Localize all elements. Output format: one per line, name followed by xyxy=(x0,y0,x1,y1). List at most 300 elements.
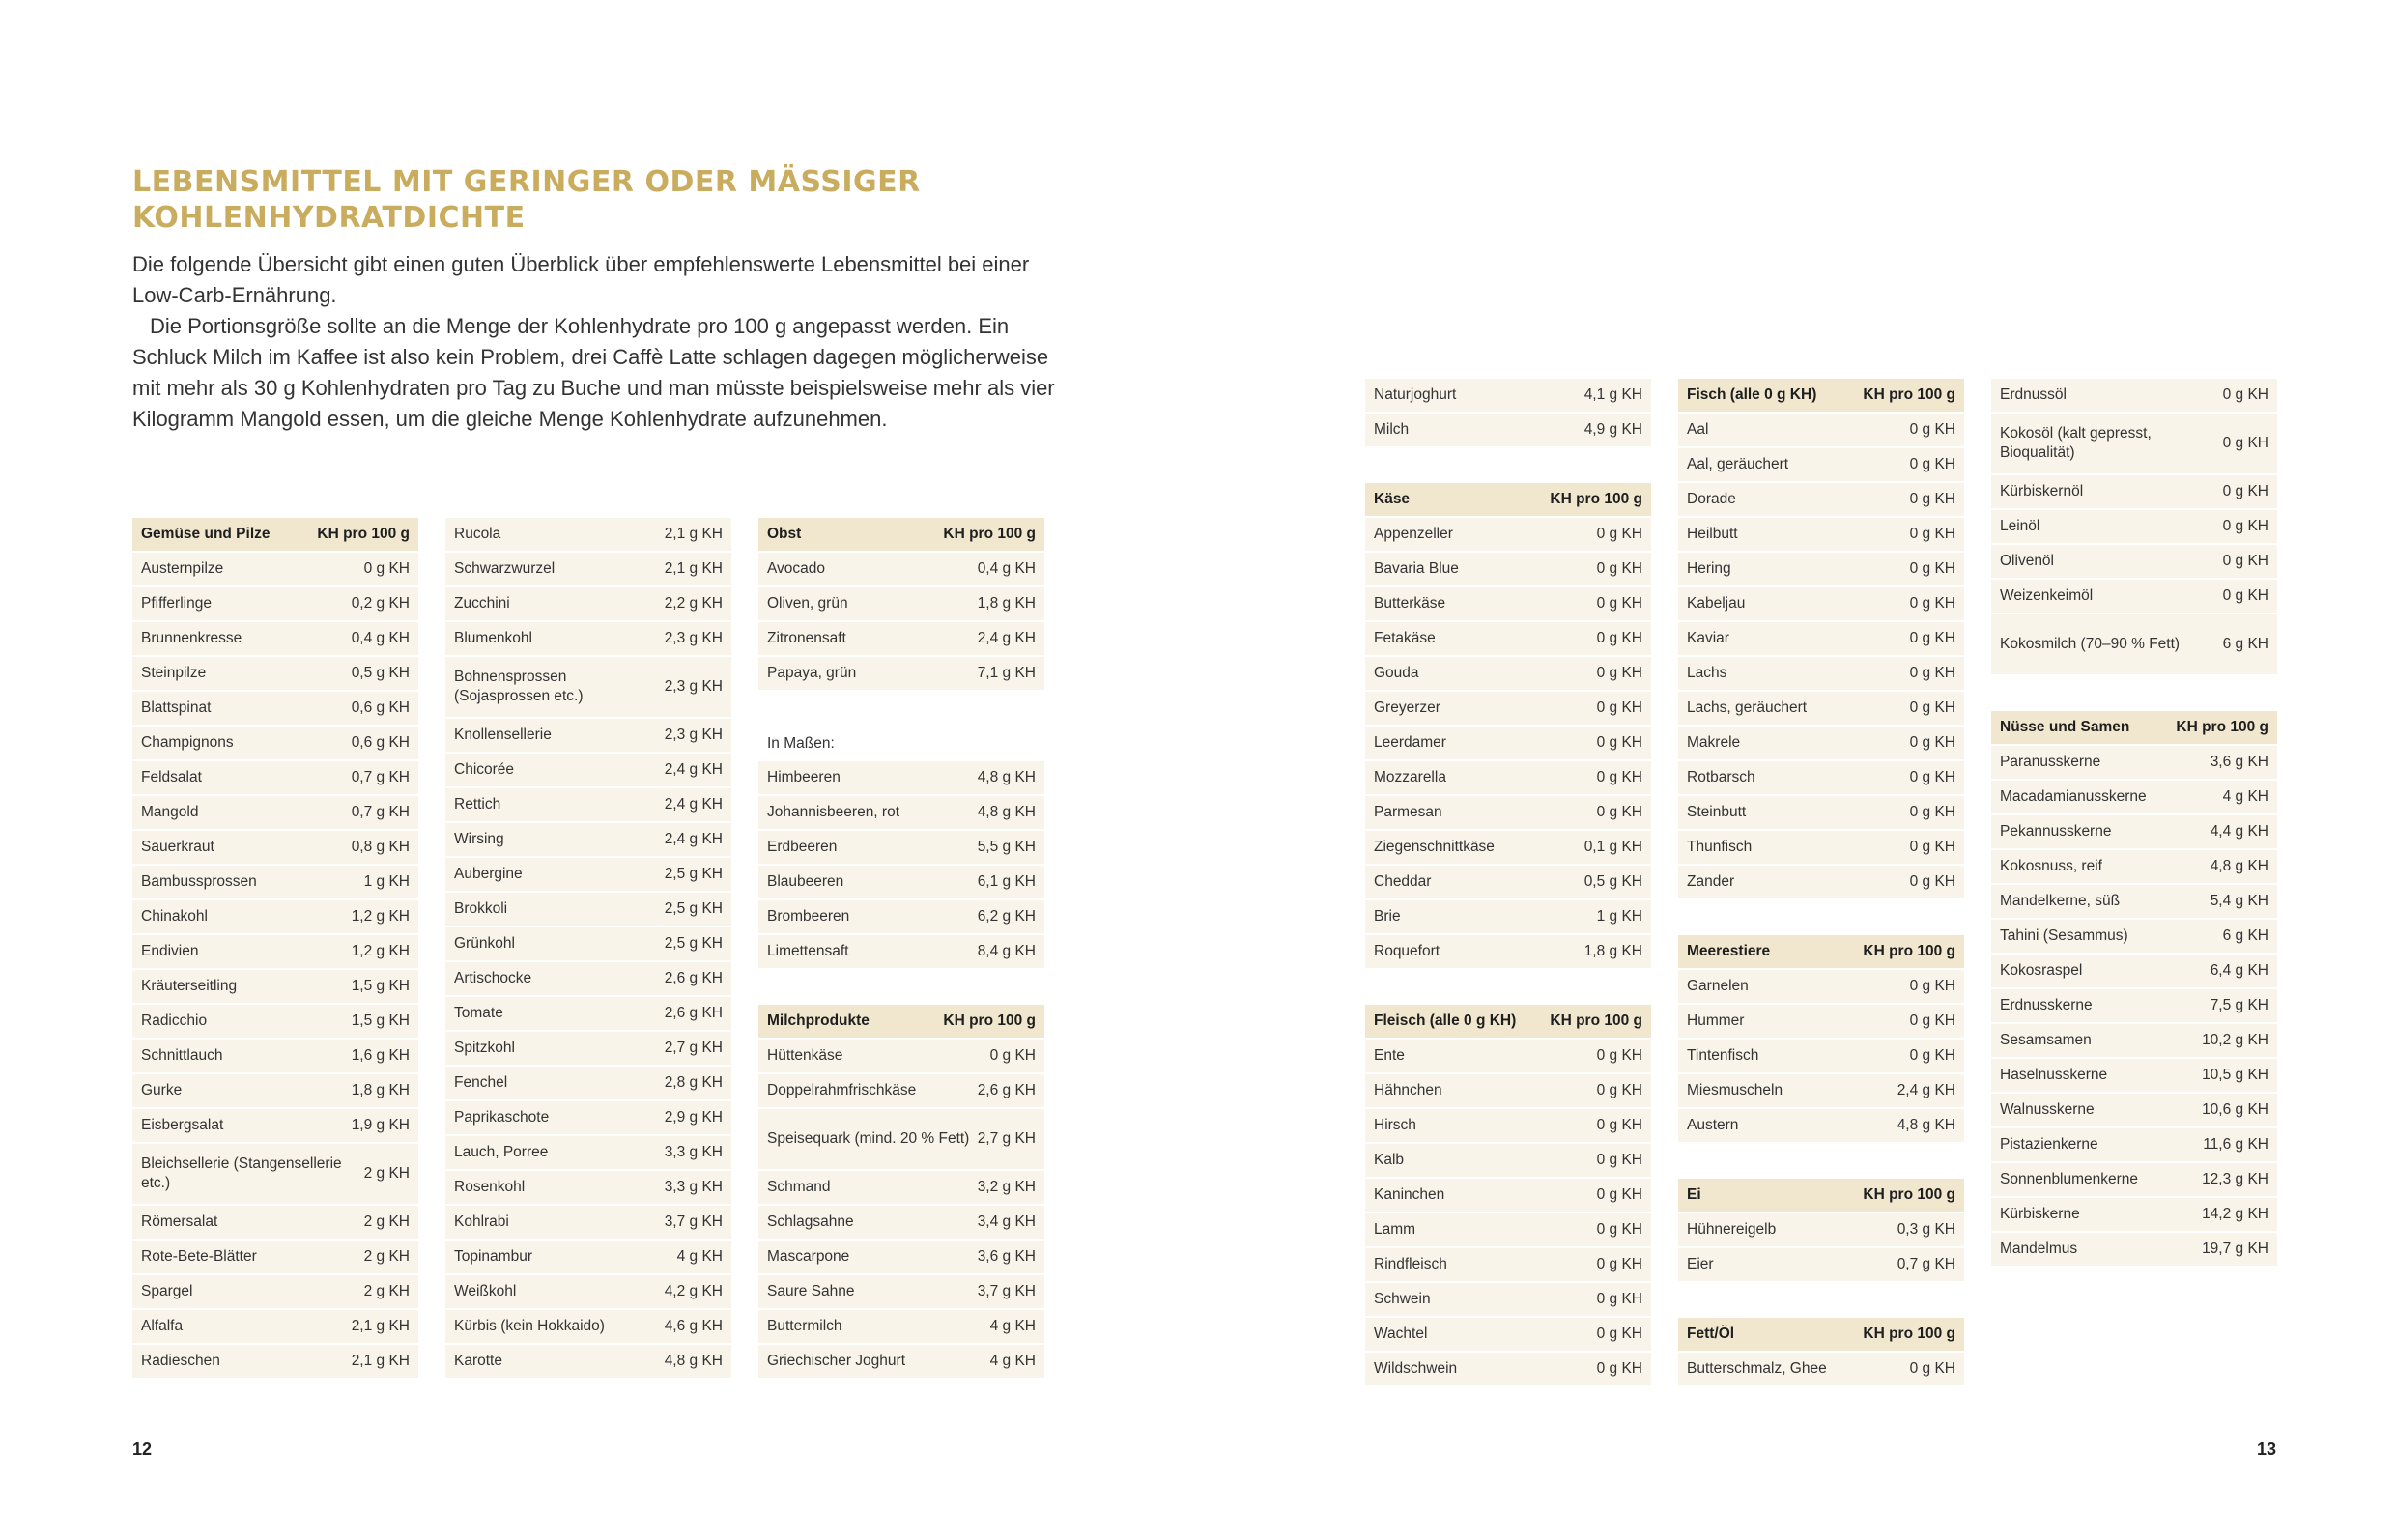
food-name: Römersalat xyxy=(141,1213,218,1230)
food-name: Kabeljau xyxy=(1687,595,1746,612)
carb-value: 0 g KH xyxy=(1596,769,1642,785)
food-name: Buttermilch xyxy=(767,1318,842,1334)
carb-value: 0 g KH xyxy=(1596,630,1642,646)
carb-value: 0 g KH xyxy=(1909,769,1955,785)
table-row xyxy=(445,893,731,927)
carb-value: 4,1 g KH xyxy=(1583,386,1642,403)
food-name: Oliven, grün xyxy=(767,595,848,612)
table-header-unit: KH pro 100 g xyxy=(2176,719,2268,735)
page-number-left: 12 xyxy=(132,1440,153,1459)
food-name: Haselnusskerne xyxy=(2000,1067,2108,1083)
carb-value: 0,5 g KH xyxy=(1583,873,1642,890)
food-name: Weizenkeimöl xyxy=(2000,587,2094,604)
carb-value: 0 g KH xyxy=(1909,630,1955,646)
food-name: Greyerzer xyxy=(1374,699,1440,716)
carb-value: 0 g KH xyxy=(1909,734,1955,751)
food-name: Kokosnuss, reif xyxy=(2000,858,2102,874)
carb-value: 3,4 g KH xyxy=(977,1213,1036,1230)
table-row xyxy=(758,935,1044,970)
table-row xyxy=(1365,1318,1651,1353)
carb-value: 2 g KH xyxy=(363,1213,410,1230)
carb-value: 0 g KH xyxy=(1909,421,1955,438)
food-name: Austern xyxy=(1687,1117,1739,1133)
table-row xyxy=(132,831,418,866)
table-header-unit: KH pro 100 g xyxy=(943,526,1036,542)
table-row xyxy=(445,587,731,622)
table-row xyxy=(132,1074,418,1109)
table-row xyxy=(132,900,418,935)
food-name: Pekannusskerne xyxy=(2000,823,2112,840)
food-name: Brombeeren xyxy=(767,908,850,925)
table-row xyxy=(445,622,731,657)
food-name: Mascarpone xyxy=(767,1248,850,1265)
table-row xyxy=(1365,587,1651,622)
table-header-unit: KH pro 100 g xyxy=(1550,1012,1642,1029)
table-row xyxy=(132,622,418,657)
carb-value: 2,3 g KH xyxy=(664,630,723,646)
table-header xyxy=(758,1005,1044,1040)
food-name: Milch xyxy=(1374,421,1410,438)
table-row xyxy=(1991,1128,2277,1163)
table-row xyxy=(1365,831,1651,866)
table-row xyxy=(445,754,731,788)
table-row xyxy=(132,970,418,1005)
carb-value: 1,2 g KH xyxy=(351,943,410,959)
table-row xyxy=(1991,1163,2277,1198)
table-header xyxy=(1991,711,2277,746)
table-row xyxy=(1991,1059,2277,1094)
food-name: Lamm xyxy=(1374,1221,1416,1238)
table-row xyxy=(758,866,1044,900)
carb-value: 0 g KH xyxy=(1596,734,1642,751)
food-name: Appenzeller xyxy=(1374,526,1453,542)
table-header-category: Fett/Öl xyxy=(1687,1326,1735,1342)
table-header-unit: KH pro 100 g xyxy=(943,1012,1036,1029)
food-name: Rindfleisch xyxy=(1374,1256,1447,1272)
carb-value: 4 g KH xyxy=(2222,788,2268,805)
table-row xyxy=(1678,1074,1964,1109)
table-row xyxy=(1678,587,1964,622)
carb-value: 0 g KH xyxy=(1909,560,1955,577)
table-row xyxy=(1365,692,1651,727)
table-header xyxy=(1365,483,1651,518)
carb-value: 0 g KH xyxy=(2222,518,2268,534)
table-row xyxy=(445,1032,731,1067)
carb-value: 2,4 g KH xyxy=(664,796,723,813)
food-name: Mangold xyxy=(141,804,199,820)
food-name: Knollensellerie xyxy=(454,727,552,743)
carb-value: 0,7 g KH xyxy=(351,804,410,820)
table-header xyxy=(1678,935,1964,970)
table-row xyxy=(445,858,731,893)
table-row xyxy=(1991,955,2277,989)
carb-value: 3,6 g KH xyxy=(2210,754,2268,770)
carb-value: 0 g KH xyxy=(1909,665,1955,681)
table-column-vegetables-continued xyxy=(445,518,731,1380)
table-row xyxy=(1678,657,1964,692)
carb-value: 0 g KH xyxy=(1909,699,1955,716)
food-name: Bambussprossen xyxy=(141,873,257,890)
page-title: LEBENSMITTEL MIT GERINGER ODER MÄSSIGER KOHLENHYDRATDICHTE xyxy=(132,165,921,235)
table-row xyxy=(132,1005,418,1040)
carb-value: 6 g KH xyxy=(2222,927,2268,944)
table-header xyxy=(1678,379,1964,414)
carb-value: 0 g KH xyxy=(1909,978,1955,994)
food-name: Naturjoghurt xyxy=(1374,386,1457,403)
food-name: Thunfisch xyxy=(1687,839,1753,855)
carb-value: 0,2 g KH xyxy=(351,595,410,612)
food-name: Kokosmilch (70–90 % Fett) xyxy=(2000,636,2181,652)
carb-value: 0,8 g KH xyxy=(351,839,410,855)
carb-value: 0 g KH xyxy=(1596,1256,1642,1272)
food-name: Erdbeeren xyxy=(767,839,838,855)
carb-value: 4,9 g KH xyxy=(1583,421,1642,438)
table-row xyxy=(1365,553,1651,587)
table-row xyxy=(1678,831,1964,866)
food-name: Schmand xyxy=(767,1179,831,1195)
carb-value: 0 g KH xyxy=(1596,1360,1642,1377)
food-name: Wachtel xyxy=(1374,1326,1428,1342)
carb-value: 0,6 g KH xyxy=(351,734,410,751)
food-name: Kürbiskernöl xyxy=(2000,483,2084,499)
table-row xyxy=(445,823,731,858)
carb-value: 0 g KH xyxy=(1596,1291,1642,1307)
food-name: Radieschen xyxy=(141,1353,220,1369)
carb-value: 1,6 g KH xyxy=(351,1047,410,1064)
table-row xyxy=(132,761,418,796)
carb-value: 2,7 g KH xyxy=(977,1130,1036,1147)
table-row xyxy=(1678,727,1964,761)
food-name: Zitronensaft xyxy=(767,630,846,646)
carb-value: 2,4 g KH xyxy=(664,761,723,778)
carb-value: 2,2 g KH xyxy=(664,595,723,612)
table-header-category: Fisch (alle 0 g KH) xyxy=(1687,386,1817,403)
table-block xyxy=(758,518,1044,692)
food-name: Alfalfa xyxy=(141,1318,184,1334)
carb-value: 4,8 g KH xyxy=(977,804,1036,820)
food-name: Schwarzwurzel xyxy=(454,560,556,577)
table-header-category: Meerestiere xyxy=(1687,943,1771,959)
carb-value: 4,4 g KH xyxy=(2210,823,2268,840)
carb-value: 0,6 g KH xyxy=(351,699,410,716)
table-row xyxy=(1365,1144,1651,1179)
table-header xyxy=(1678,1318,1964,1353)
carb-value: 0 g KH xyxy=(363,560,410,577)
table-row xyxy=(1678,1005,1964,1040)
carb-value: 0 g KH xyxy=(2222,553,2268,569)
food-name: Karotte xyxy=(454,1353,502,1369)
carb-value: 2,1 g KH xyxy=(351,1318,410,1334)
table-row xyxy=(758,1345,1044,1380)
carb-value: 0 g KH xyxy=(2222,587,2268,604)
table-row xyxy=(445,997,731,1032)
table-row xyxy=(758,1109,1044,1171)
carb-value: 0,7 g KH xyxy=(351,769,410,785)
food-name: Endivien xyxy=(141,943,199,959)
table-row xyxy=(758,1206,1044,1241)
food-name: Steinbutt xyxy=(1687,804,1747,820)
table-row xyxy=(445,1310,731,1345)
food-name: Schwein xyxy=(1374,1291,1431,1307)
table-header-unit: KH pro 100 g xyxy=(1863,943,1955,959)
food-name: Kohlrabi xyxy=(454,1213,509,1230)
table-row xyxy=(1365,518,1651,553)
food-name: Hummer xyxy=(1687,1012,1745,1029)
carb-value: 6,2 g KH xyxy=(977,908,1036,925)
food-name: Ente xyxy=(1374,1047,1405,1064)
table-row xyxy=(758,1171,1044,1206)
food-name: Feldsalat xyxy=(141,769,202,785)
food-name: Avocado xyxy=(767,560,826,577)
carb-value: 8,4 g KH xyxy=(977,943,1036,959)
carb-value: 2,4 g KH xyxy=(664,831,723,847)
food-name: Pistazienkerne xyxy=(2000,1136,2098,1153)
table-row xyxy=(758,1040,1044,1074)
food-name: Erdnusskerne xyxy=(2000,997,2093,1013)
carb-value: 0 g KH xyxy=(1596,1326,1642,1342)
carb-value: 4 g KH xyxy=(989,1353,1036,1369)
food-name: Aubergine xyxy=(454,866,523,882)
carb-value: 2,7 g KH xyxy=(664,1040,723,1056)
carb-value: 19,7 g KH xyxy=(2202,1241,2268,1257)
table-block xyxy=(1678,379,1964,900)
carb-value: 0 g KH xyxy=(1909,873,1955,890)
food-name: Hirsch xyxy=(1374,1117,1416,1133)
carb-value: 0 g KH xyxy=(1909,804,1955,820)
carb-value: 0 g KH xyxy=(1596,560,1642,577)
food-name: Rucola xyxy=(454,526,501,542)
food-name: Kürbis (kein Hokkaido) xyxy=(454,1318,605,1334)
table-row xyxy=(445,1345,731,1380)
table-row xyxy=(445,719,731,754)
table-row xyxy=(445,1206,731,1241)
carb-value: 0 g KH xyxy=(1596,1047,1642,1064)
table-row xyxy=(1991,510,2277,545)
table-row xyxy=(1678,414,1964,448)
food-name: Topinambur xyxy=(454,1248,532,1265)
table-row xyxy=(758,1074,1044,1109)
carb-value: 2,6 g KH xyxy=(977,1082,1036,1098)
food-name: Lachs xyxy=(1687,665,1727,681)
food-name: Sauerkraut xyxy=(141,839,214,855)
table-row xyxy=(132,1109,418,1144)
table-row xyxy=(1991,379,2277,414)
food-name: Leerdamer xyxy=(1374,734,1446,751)
table-row xyxy=(1365,1248,1651,1283)
carb-value: 0,1 g KH xyxy=(1583,839,1642,855)
food-name: Walnusskerne xyxy=(2000,1101,2095,1118)
table-header-category: Obst xyxy=(767,526,802,542)
carb-value: 6,1 g KH xyxy=(977,873,1036,890)
table-row xyxy=(132,1144,418,1206)
food-name: Spargel xyxy=(141,1283,193,1299)
food-name: Paprikaschote xyxy=(454,1109,550,1126)
carb-value: 0 g KH xyxy=(1596,1152,1642,1168)
food-name: Mandelmus xyxy=(2000,1241,2078,1257)
table-row xyxy=(1365,1109,1651,1144)
table-row xyxy=(445,553,731,587)
carb-value: 4,8 g KH xyxy=(2210,858,2268,874)
table-row xyxy=(1365,1040,1651,1074)
table-row xyxy=(1991,1094,2277,1128)
food-name: Kokosraspel xyxy=(2000,962,2083,979)
food-name: Bavaria Blue xyxy=(1374,560,1459,577)
table-row xyxy=(445,1241,731,1275)
carb-value: 4,2 g KH xyxy=(664,1283,723,1299)
carb-value: 12,3 g KH xyxy=(2202,1171,2268,1187)
carb-value: 0 g KH xyxy=(1909,491,1955,507)
food-name: Champignons xyxy=(141,734,234,751)
table-column-cheese-meat xyxy=(1365,379,1651,1387)
food-name: Schnittlauch xyxy=(141,1047,223,1064)
carb-value: 0 g KH xyxy=(989,1047,1036,1064)
table-row xyxy=(1678,761,1964,796)
table-row xyxy=(1365,866,1651,900)
food-name: Brie xyxy=(1374,908,1401,925)
table-row xyxy=(132,796,418,831)
carb-value: 1,2 g KH xyxy=(351,908,410,925)
carb-value: 2,4 g KH xyxy=(977,630,1036,646)
table-column-vegetables xyxy=(132,518,418,1380)
table-block xyxy=(1678,1179,1964,1283)
table-row xyxy=(1365,1074,1651,1109)
carb-value: 0,5 g KH xyxy=(351,665,410,681)
food-name: Doppelrahmfrischkäse xyxy=(767,1082,917,1098)
carb-value: 6,4 g KH xyxy=(2210,962,2268,979)
carb-value: 1,5 g KH xyxy=(351,978,410,994)
carb-value: 1,8 g KH xyxy=(1583,943,1642,959)
table-row xyxy=(1991,815,2277,850)
carb-value: 1,9 g KH xyxy=(351,1117,410,1133)
carb-value: 2,1 g KH xyxy=(351,1353,410,1369)
food-name: Macadamianusskerne xyxy=(2000,788,2147,805)
table-row xyxy=(758,553,1044,587)
carb-value: 4 g KH xyxy=(676,1248,723,1265)
carb-value: 2,3 g KH xyxy=(664,678,723,695)
carb-value: 2,5 g KH xyxy=(664,935,723,952)
food-name: Bohnensprossen (Sojasprossen etc.) xyxy=(454,669,584,704)
table-row xyxy=(1991,1233,2277,1268)
carb-value: 3,7 g KH xyxy=(977,1283,1036,1299)
food-name: Heilbutt xyxy=(1687,526,1738,542)
table-row xyxy=(1991,545,2277,580)
carb-value: 10,6 g KH xyxy=(2202,1101,2268,1118)
carb-value: 0 g KH xyxy=(1909,595,1955,612)
table-row xyxy=(1365,935,1651,970)
table-block xyxy=(1991,711,2277,1268)
food-name: Butterkäse xyxy=(1374,595,1446,612)
table-row xyxy=(1365,657,1651,692)
carb-value: 2 g KH xyxy=(363,1165,410,1182)
table-block xyxy=(1365,483,1651,970)
food-name: Brokkoli xyxy=(454,900,508,917)
table-block xyxy=(132,518,418,1380)
food-name: Kokosöl (kalt gepresst, Bioqualität) xyxy=(2000,425,2152,461)
food-name: Hering xyxy=(1687,560,1731,577)
carb-value: 0 g KH xyxy=(1909,1047,1955,1064)
table-row xyxy=(445,1171,731,1206)
food-name: Spitzkohl xyxy=(454,1040,515,1056)
table-row xyxy=(758,1241,1044,1275)
table-row xyxy=(758,831,1044,866)
food-name: Brunnenkresse xyxy=(141,630,242,646)
table-row xyxy=(445,657,731,719)
food-name: Himbeeren xyxy=(767,769,841,785)
food-name: Wildschwein xyxy=(1374,1360,1458,1377)
carb-value: 0 g KH xyxy=(1596,1221,1642,1238)
food-name: Erdnussöl xyxy=(2000,386,2067,403)
food-name: Lachs, geräuchert xyxy=(1687,699,1808,716)
carb-value: 0 g KH xyxy=(1909,1012,1955,1029)
food-name: Kaviar xyxy=(1687,630,1729,646)
table-row xyxy=(758,587,1044,622)
table-row xyxy=(758,1310,1044,1345)
table-row xyxy=(1991,781,2277,815)
table-row xyxy=(758,1275,1044,1310)
table-header xyxy=(1365,1005,1651,1040)
table-row xyxy=(1365,900,1651,935)
carb-value: 10,2 g KH xyxy=(2202,1032,2268,1048)
food-name: Artischocke xyxy=(454,970,532,986)
food-name: Eisbergsalat xyxy=(141,1117,224,1133)
carb-value: 1 g KH xyxy=(1596,908,1642,925)
carb-value: 4,8 g KH xyxy=(977,769,1036,785)
food-name: Garnelen xyxy=(1687,978,1749,994)
table-block xyxy=(758,727,1044,970)
carb-value: 0,4 g KH xyxy=(351,630,410,646)
carb-value: 0,3 g KH xyxy=(1897,1221,1955,1238)
food-name: Mozzarella xyxy=(1374,769,1446,785)
food-name: Gouda xyxy=(1374,665,1419,681)
table-block xyxy=(1365,379,1651,448)
carb-value: 4,6 g KH xyxy=(664,1318,723,1334)
food-name: Bleichsellerie (Stangensellerie etc.) xyxy=(141,1155,342,1191)
carb-value: 0 g KH xyxy=(1596,1186,1642,1203)
table-row xyxy=(1678,518,1964,553)
intro-paragraph-2: Die Portionsgröße sollte an die Menge der Kohlenhydrate pro 100 g angepasst werden. Ein Schluck Milch im Kaffee ist also kein Problem, drei Caffè Latte schlagen dagegen möglicherweise mit mehr als 30 g Kohlenhydraten pro Tag zu Buche und man müsste beispielsweise mehr als vier Kilogramm Mangold essen, um die gleiche Menge Kohlenhydrate aufzunehmen. xyxy=(132,314,1055,431)
table-row xyxy=(132,1310,418,1345)
table-row xyxy=(132,935,418,970)
table-row xyxy=(445,788,731,823)
carb-value: 5,5 g KH xyxy=(977,839,1036,855)
food-name: Roquefort xyxy=(1374,943,1440,959)
food-name: Steinpilze xyxy=(141,665,207,681)
food-name: Butterschmalz, Ghee xyxy=(1687,1360,1827,1377)
table-row xyxy=(1678,866,1964,900)
carb-value: 4,8 g KH xyxy=(1897,1117,1955,1133)
carb-value: 5,4 g KH xyxy=(2210,893,2268,909)
carb-value: 0 g KH xyxy=(2222,483,2268,499)
table-row xyxy=(758,622,1044,657)
food-name: Hühnereigelb xyxy=(1687,1221,1777,1238)
table-header xyxy=(1678,1179,1964,1213)
carb-value: 0 g KH xyxy=(1596,804,1642,820)
table-row xyxy=(1991,475,2277,510)
carb-value: 1,5 g KH xyxy=(351,1012,410,1029)
carb-value: 2,1 g KH xyxy=(664,560,723,577)
table-row xyxy=(1678,692,1964,727)
food-name: Rettich xyxy=(454,796,501,813)
table-header xyxy=(758,518,1044,553)
table-header-unit: KH pro 100 g xyxy=(1550,491,1642,507)
food-name: Weißkohl xyxy=(454,1283,517,1299)
carb-value: 0,7 g KH xyxy=(1897,1256,1955,1272)
table-row xyxy=(445,962,731,997)
carb-value: 0 g KH xyxy=(2222,435,2268,451)
table-row xyxy=(1991,920,2277,955)
food-name: Johannisbeeren, rot xyxy=(767,804,900,820)
carb-value: 2,5 g KH xyxy=(664,900,723,917)
